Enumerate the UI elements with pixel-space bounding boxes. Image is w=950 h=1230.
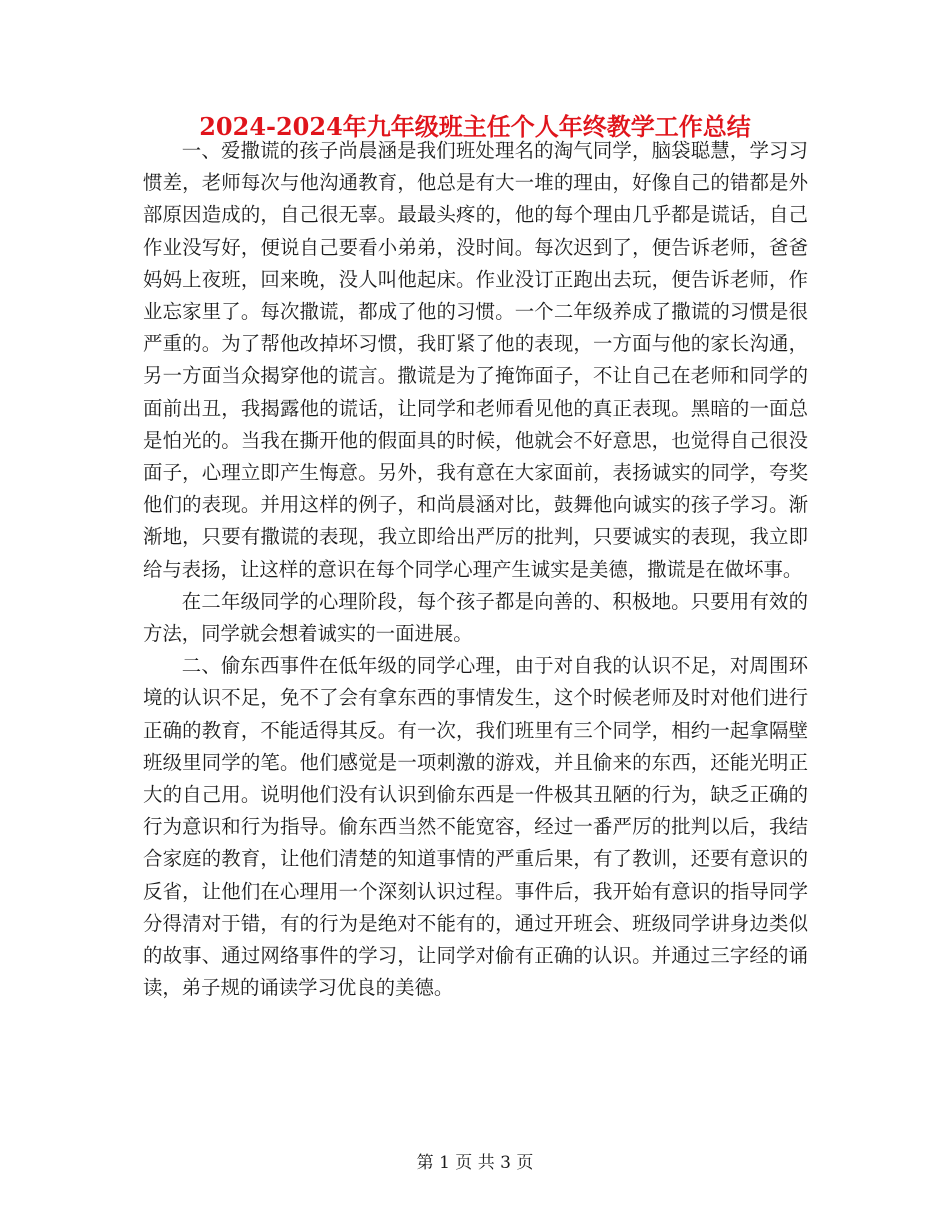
document-title: 2024-2024年九年级班主任个人年终教学工作总结 <box>199 112 751 141</box>
paragraph-3: 二、偷东西事件在低年级的同学心理，由于对自我的认识不足，对周围环境的认识不足，免不了会有拿东西的事情发生，这个时候老师及时对他们进行正确的教育，不能适得其反。有一次，我们班里有三个同学，相约一起拿隔壁班级里同学的笔。他们感觉是一项刺激的游戏，并且偷来的东西，还能光明正大的自己用。说明他们没有认识到偷东西是一件极其丑陋的行为，缺乏正确的行为意识和行为指导。偷东西当然不能宽容，经过一番严厉的批判以后，我结合家庭的教育，让他们清楚的知道事情的严重后果，有了教训，还要有意识的反省，让他们在心理用一个深刻认识过程。事件后，我开始有意识的指导同学分得清对于错，有的行为是绝对不能有的，通过开班会、班级同学讲身边类似的故事、通过网络事件的学习，让同学对偷有正确的认识。并通过三字经的诵读，弟子规的诵读学习优良的美德。 <box>143 654 808 1000</box>
page-footer: 第 1 页 共 3 页 <box>416 1153 534 1173</box>
paragraph-1: 一、爱撒谎的孩子尚晨涵是我们班处理名的淘气同学，脑袋聪慧，学习习惯差，老师每次与他沟通教育，他总是有大一堆的理由，好像自己的错都是外部原因造成的，自己很无辜。最最头疼的，他的每个理由几乎都是谎话，自己作业没写好，便说自己要看小弟弟，没时间。每次迟到了，便告诉老师，爸爸妈妈上夜班，回来晚，没人叫他起床。作业没订正跑出去玩，便告诉老师，作业忘家里了。每次撒谎，都成了他的习惯。一个二年级养成了撒谎的习惯是很严重的。为了帮他改掉坏习惯，我盯紧了他的表现，一方面与他的家长沟通，另一方面当众揭穿他的谎言。撒谎是为了掩饰面子，不让自己在老师和同学的面前出丑，我揭露他的谎话，让同学和老师看见他的真正表现。黑暗的一面总是怕光的。当我在撕开他的假面具的时候，他就会不好意思，也觉得自己很没面子，心理立即产生悔意。另外，我有意在大家面前，表扬诚实的同学，夸奖他们的表现。并用这样的例子，和尚晨涵对比，鼓舞他向诚实的孩子学习。渐渐地，只要有撒谎的表现，我立即给出严厉的批判，只要诚实的表现，我立即给与表扬，让这样的意识在每个同学心理产生诚实是美德，撒谎是在做坏事。 <box>143 139 808 581</box>
paragraph-2: 在二年级同学的心理阶段，每个孩子都是向善的、积极地。只要用有效的方法，同学就会想着诚实的一面进展。 <box>143 589 808 646</box>
document-body <box>143 135 808 1004</box>
